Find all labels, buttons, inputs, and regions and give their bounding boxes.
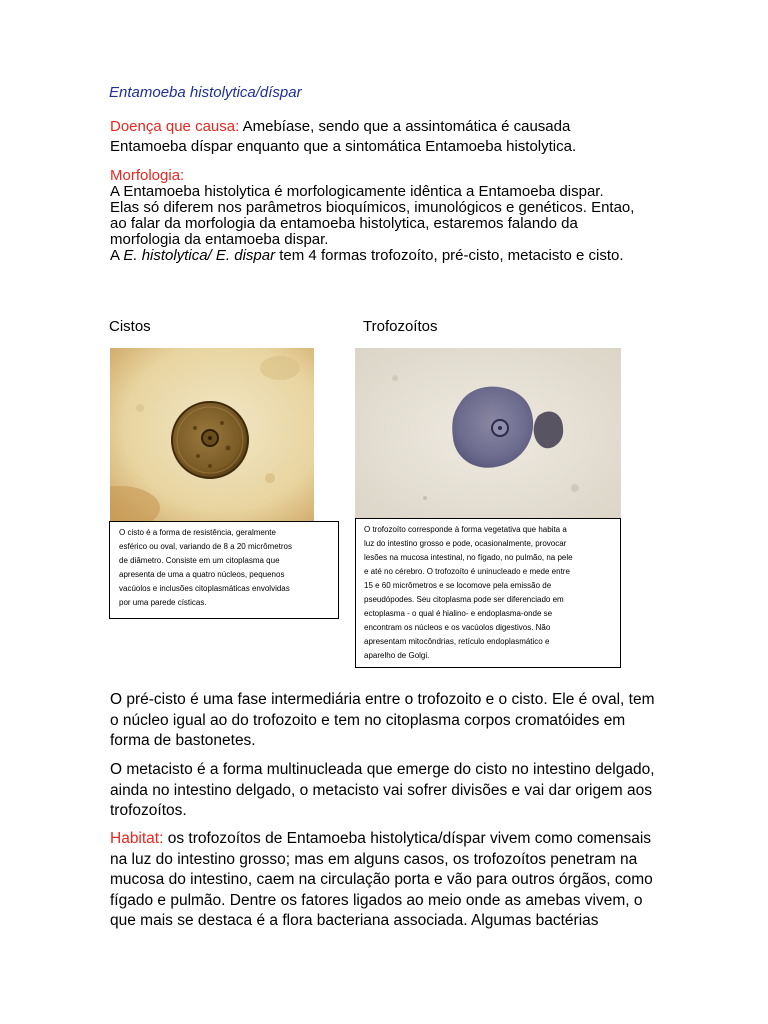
cyst-caption: Cistos [109,318,151,335]
habitat-line: mucosa do intestino, caem na circulação porta e vão para outros órgãos, como [110,871,653,888]
morphology-label: Morfologia: [110,167,185,184]
habitat-line: na luz do intestino grosso; mas em alguns casos, os trofozoítos penetram na [110,850,638,868]
trophozoite-note-line: encontram os núcleos e os vacúolos digestivos. Não [364,623,551,632]
habitat-paragraph [110,829,665,932]
precyst-line: forma de bastonetes. [110,732,256,749]
metacyst-line: O metacisto é a forma multinucleada que emerge do cisto no intestino delgado, [110,761,655,778]
cyst-note-line: vacúolos e inclusões citoplasmáticas envolvidas [119,584,290,593]
metacyst-line: ainda no intestino delgado, o metacisto vai sofrer divisões e vai dar origem aos [110,781,652,799]
trophozoite-image-svg [355,348,621,522]
metacyst-paragraph [110,760,665,822]
cyst-note-line: O cisto é a forma de resistência, geralmente [119,528,276,537]
cyst-note-line: apresenta de uma a quatro núcleos, pequenos [119,570,285,579]
trophozoite-note-line: O trofozoíto corresponde à forma vegetativa que habita a [364,525,567,534]
trophozoite-description-box [355,518,621,668]
cyst-description-box [109,521,339,619]
morphology-forms-line: A E. histolytica/ E. dispar tem 4 formas trofozoíto, pré-cisto, metacisto e cisto. [110,247,624,264]
cyst-note-line: esférico ou oval, variando de 8 a 20 micrômetros [119,542,292,551]
precyst-paragraph [110,690,665,752]
precyst-line: o núcleo igual ao do trofozoito e tem no citoplasma corpos cromatóides em [110,711,626,729]
disease-text-line-1: Amebíase, sendo que a assintomática é causada [239,118,571,135]
habitat-line: fígado e pulmão. Dentre os fatores ligados ao meio onde as amebas vivem, o [110,891,643,909]
species-italic: E. histolytica/ E. dispar [123,247,276,264]
trophozoite-caption: Trofozoítos [363,318,438,335]
disease-text-line-2: Entamoeba díspar enquanto que a sintomática Entamoeba histolytica. [110,138,577,155]
habitat-label: Habitat: [110,830,164,847]
habitat-first-line: os trofozoítos de Entamoeba histolytica/díspar vivem como comensais [163,830,652,847]
disease-paragraph [110,117,670,157]
page-title: Entamoeba histolytica/díspar [109,84,302,101]
morphology-line: A Entamoeba histolytica é morfologicamente idêntica a Entamoeba dispar. [110,183,604,200]
trophozoite-note-line: luz do intestino grosso e pode, ocasionalmente, provocar [364,539,567,548]
trophozoite-note-line: apresentam mitocôndrias, retículo endoplasmático e [364,637,550,646]
cyst-image-svg [110,348,314,523]
habitat-line: que mais se destaca é a flora bacteriana associada. Algumas bactérias [110,912,599,929]
precyst-line: O pré-cisto é uma fase intermediária entre o trofozoito e o cisto. Ele é oval, tem [110,691,655,708]
trophozoite-note-line: e até no cérebro. O trofozoíto é uninucleado e mede entre [364,567,570,576]
cyst-note-line: por uma parede císticas. [119,598,207,607]
disease-label: Doença que causa: [110,118,240,135]
trophozoite-micrograph [355,348,621,522]
trophozoite-note-line: 15 e 60 micrômetros e se locomove pela emissão de [364,581,552,590]
morphology-section [110,168,670,264]
metacyst-line: trofozoítos. [110,802,187,819]
cyst-note-line: de diâmetro. Consiste em um citoplasma que [119,556,280,565]
trophozoite-note-line: aparelho de Golgi. [364,651,430,660]
trophozoite-note-line: lesões na mucosa intestinal, no fígado, no pulmão, na pele [364,553,573,562]
trophozoite-note-line: pseudópodes. Seu citoplasma pode ser diferenciado em [364,595,564,604]
morphology-line: Elas só diferem nos parâmetros bioquímicos, imunológicos e genéticos. Entao, [110,199,635,216]
morphology-line: ao falar da morfologia da entamoeba histolytica, estaremos falando da [110,215,578,232]
morphology-line: morfologia da entamoeba dispar. [110,231,329,248]
cyst-micrograph [110,348,314,523]
trophozoite-note-line: ectoplasma - o qual é hialino- e endoplasma-onde se [364,609,553,618]
